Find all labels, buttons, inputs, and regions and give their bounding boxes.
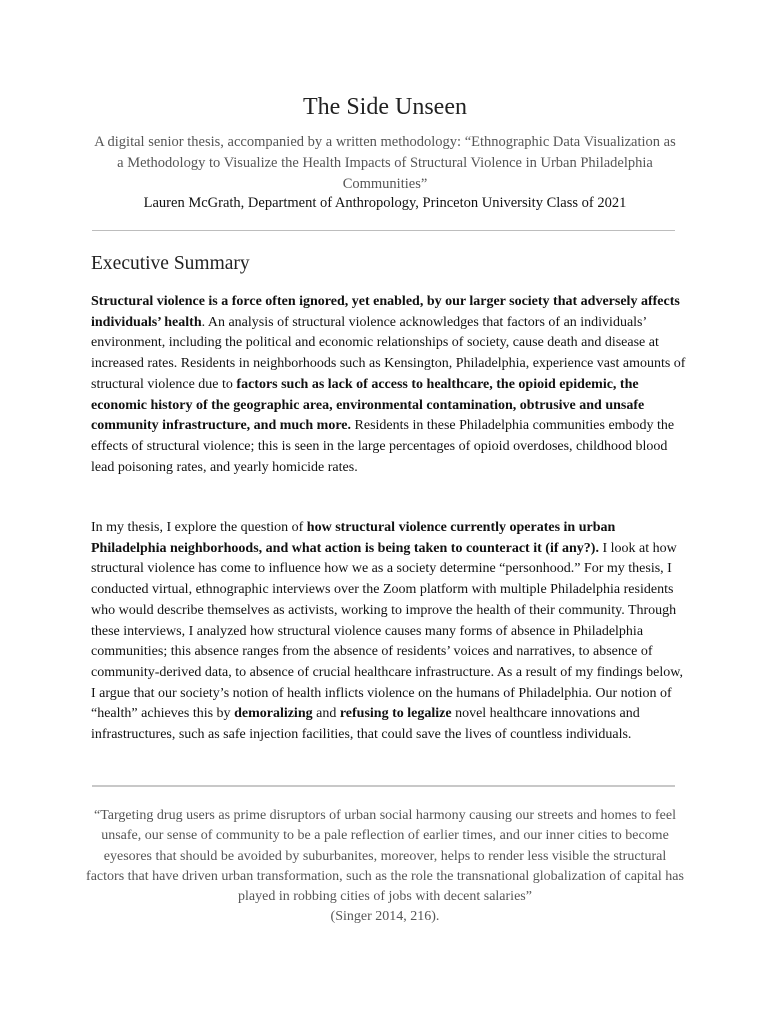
bold-phrase: factors such as lack of access to healthcare, the opioid epidemic, the economic history of the geographic area, environmental contamination, obtrusive and unsafe community infrastructure, and much more. [91,376,645,434]
bold-phrase: Structural violence is a force often ignored, yet enabled, by our larger society that adversely affects individuals’ health [91,294,680,330]
quote-citation: (Singer 2014, 216). [330,909,440,925]
block-quote [86,806,684,928]
summary-paragraph-1 [91,292,686,478]
body-text: In my thesis, I explore the question of [91,520,307,535]
summary-paragraph-2 [91,518,686,746]
bold-phrase: refusing to legalize [339,706,452,722]
quote-divider [92,785,675,787]
header-divider [92,230,675,231]
thesis-subtitle: A digital senior thesis, accompanied by a written methodology: “Ethnographic Data Visualization as a Methodology to Visualize the Health Impacts of Structural Violence in Urban Philadelphia Communities” [94,134,676,192]
author-line: Lauren McGrath, Department of Anthropology, Princeton University Class of 2021 [143,195,627,211]
body-text: I look at how structural violence has come to influence how we as a society determine “personhood.” For my thesis, I conducted virtual, ethnographic interviews over the Zoom platform with multiple Philadelphia residents who would describe themselves as activists, working to improve the health of their community. Through these interviews, I analyzed how structural violence causes many forms of absence in Philadelphia communities; this absence ranges from the absence of residents’ voices and narratives, to absence of community-derived data, to absence of crucial healthcare infrastructure. As a result of my findings below, I argue that our society’s notion of health inflicts violence on the humans of Philadelphia. Our notion of “health” achieves this by [91,540,683,722]
body-text: and [312,706,340,722]
bold-phrase: how structural violence currently operates in urban Philadelphia neighborhoods, and what action is being taken to counteract it (if any?). [91,520,616,556]
bold-phrase: demoralizing [234,706,313,722]
body-text: . An analysis of structural violence acknowledges that factors of an individuals’ environment, including the political and economic relationships of society, cause death and disease at increased rates. Residents in neighborhoods such as Kensington, Philadelphia, experience vast amounts of structural violence due to [91,314,686,392]
quote-text: “Targeting drug users as prime disruptors of urban social harmony causing our streets and homes to feel unsafe, our sense of community to be a pale reflection of earlier times, and our inner cities to become eyesores that should be avoided by suburbanites, moreover, helps to render less visible the structural factors that have driven urban transformation, such as the role the transnational globalization of capital has played in robbing cities of jobs with decent salaries” [86,808,684,905]
body-text: novel healthcare innovations and infrastructures, such as safe injection facilities, that could save the lives of countless individuals. [91,706,640,743]
page-title: The Side Unseen [303,94,467,120]
executive-summary-heading: Executive Summary [91,253,250,274]
body-text: Residents in these Philadelphia communities embody the effects of structural violence; this is seen in the large percentages of opioid overdoses, childhood blood lead poisoning rates, and yearly homicide rates. [91,418,675,475]
